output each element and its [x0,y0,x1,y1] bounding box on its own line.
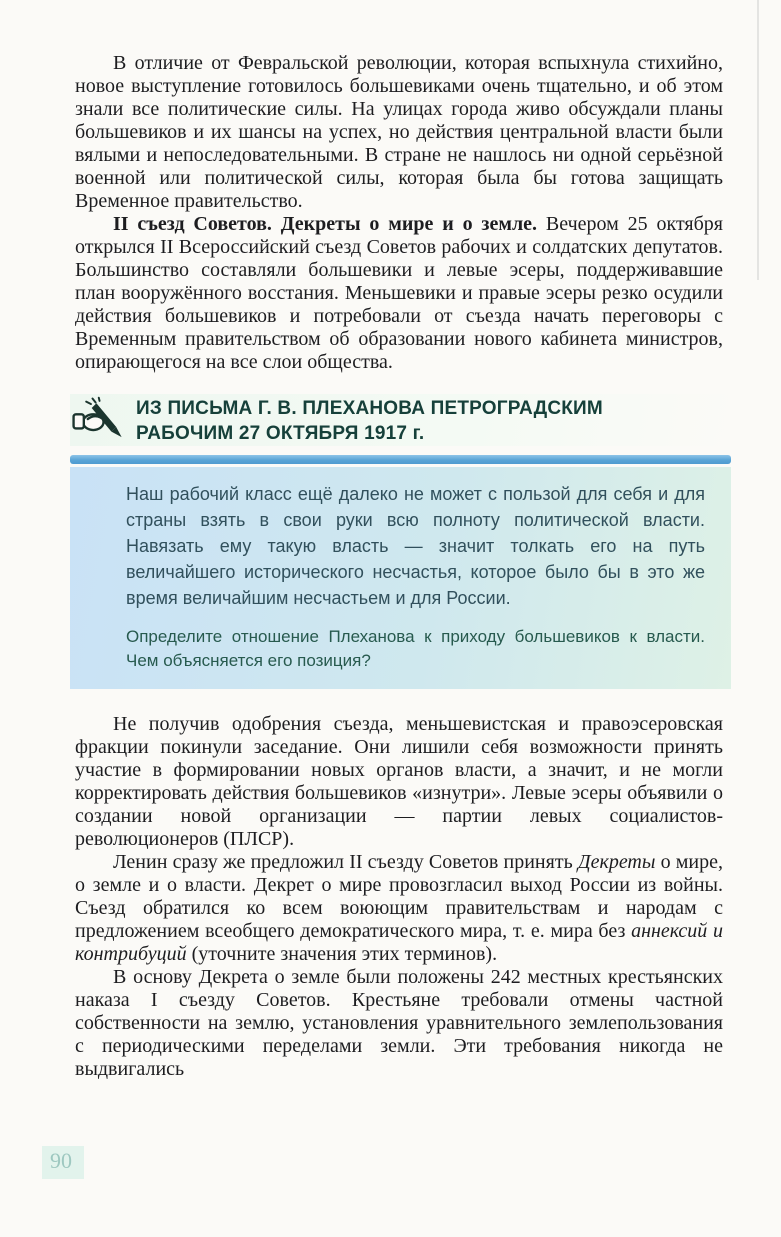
section-lead-heading: II съезд Советов. Декреты о мире и о земле. [113,213,538,235]
paragraph-decrees [75,851,723,966]
page-number: 90 [42,1146,84,1179]
source-question-text: Определите отношение Плеханова к приходу большевиков к власти. Чем объясняется его позиция? [126,627,705,670]
main-text-column [75,52,723,1081]
paragraph-congress-text: Вечером 25 октября открылся II Всероссийский съезд Советов рабочих и солдатских депутатов. Большинство составляли большевики и левые эсеры, поддерживавшие план вооружённого восстания. Меньшевики и правые эсеры резко осудили действия большевиков и потребовали от съезда начать переговоры с Временным правительством об образовании нового кабинета министров, опирающегося на все слои общества. [75,213,723,373]
paragraph-intro: В отличие от Февральской революции, которая вспыхнула стихийно, новое выступление готовилось большевиками очень тщательно, и об этом знали все политические силы. На улицах города живо обсуждали планы большевиков и их шансы на успех, но действия центральной власти были вялыми и непоследовательными. В стране не нашлось ни одной серьёзной военной или политической силы, которая была бы готова защищать Временное правительство. [75,52,723,212]
page-edge-shadow [757,0,759,280]
source-box-header [70,394,731,446]
accent-divider-bar [70,455,731,464]
paragraph-land-decree: В основу Декрета о земле были положены 242 местных крестьянских наказа I съезду Советов. Крестьяне требовали отмены частной собственности на землю, установления уравнительного землепользования с периодическими переделами земли. Эти требования никогда не выдвигались [75,966,723,1080]
paragraph-decrees-text: о мире, о земле и о власти. Декрет о мире провозгласил выход России из войны. Съезд обратился ко всем воюющим правительствам и народам с предложением всеобщего демократического мира, т. е. мира без [75,851,723,942]
source-box-title: ИЗ ПИСЬМА Г. В. ПЛЕХАНОВА ПЕТРОГРАДСКИМ РАБОЧИМ 27 ОКТЯБРЯ 1917 г. [136,398,603,444]
paragraph-decrees-text: Ленин сразу же предложил II съезду Советов принять [113,851,578,873]
writing-hand-icon [72,394,124,444]
source-box-body [70,467,731,689]
source-quote-text: Наш рабочий класс ещё далеко не может с пользой для себя и для страны взять в свои руки всю полноту политической власти. Навязать ему такую власть — значит толкать его на путь величайшего исторического несчастья, которое было бы в это же время величайшим несчастьем и для России. [126,484,705,608]
paragraph-factions: Не получив одобрения съезда, меньшевистская и правоэсеровская фракции покинули заседание. Они лишили себя возможности принять участие в формировании новых органов власти, а значит, и не могли корректировать действия большевиков «изнутри». Левые эсеры объявили о создании новой организации — партии левых социалистов-революционеров (ПЛСР). [75,713,723,850]
paragraph-decrees-text: (уточните значения этих терминов). [186,943,498,965]
source-document-box [70,394,731,689]
paragraph-congress [75,213,723,374]
term-decrees: Декреты [577,851,656,873]
term-annexations: аннексий и контрибуций [75,920,723,965]
